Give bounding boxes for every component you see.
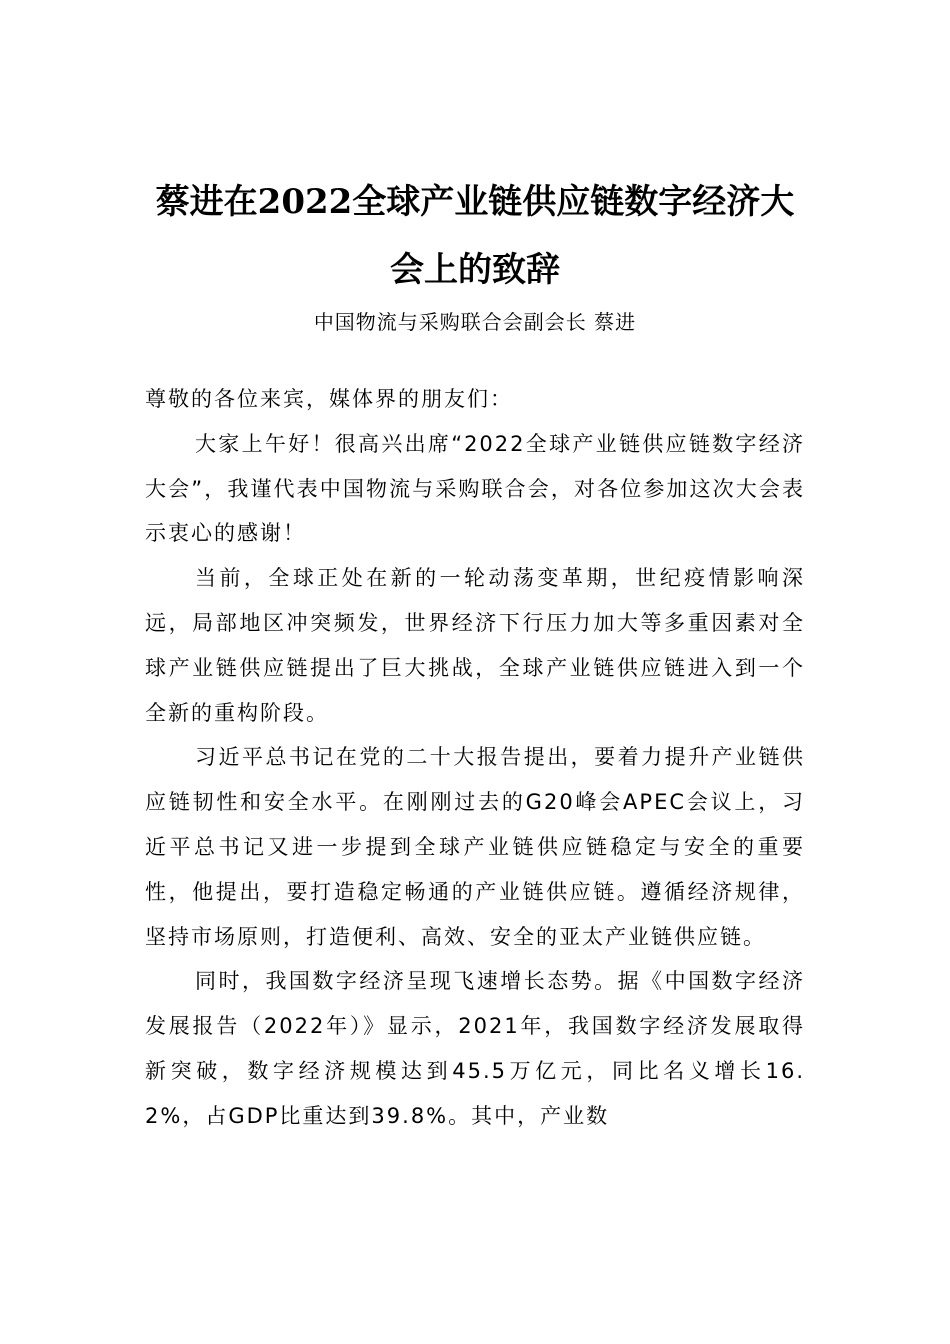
paragraph: 当前，全球正处在新的一轮动荡变革期，世纪疫情影响深远，局部地区冲突频发，世界经济下行压力加大等多重因素对全球产业链供应链提出了巨大挑战，全球产业链供应链进入到一个全新的重构阶段。 [145,566,805,725]
document-body [145,377,805,1139]
paragraph: 大家上午好！很高兴出席“2022全球产业链供应链数字经济大会”，我谨代表中国物流与采购联合会，对各位参加这次大会表示衷心的感谢！ [145,431,805,546]
author-line: 中国物流与采购联合会副会长 蔡进 [313,310,637,334]
document-title: 蔡进在2022全球产业链供应链数字经济大会上的致辞 [155,182,795,290]
salutation: 尊敬的各位来宾，媒体界的朋友们： [145,387,513,411]
paragraph: 习近平总书记在党的二十大报告提出，要着力提升产业链供应链韧性和安全水平。在刚刚过去的G20峰会APEC会议上，习近平总书记又进一步提到全球产业链供应链稳定与安全的重要性，他提出，要打造稳定畅通的产业链供应链。遵循经济规律，坚持市场原则，打造便利、高效、安全的亚太产业链供应链。 [145,745,805,949]
paragraph: 同时，我国数字经济呈现飞速增长态势。据《中国数字经济发展报告（2022年）》显示，2021年，我国数字经济发展取得新突破，数字经济规模达到45.5万亿元，同比名义增长16.2%，占GDP比重达到39.8%。其中，产业数 [145,969,805,1128]
